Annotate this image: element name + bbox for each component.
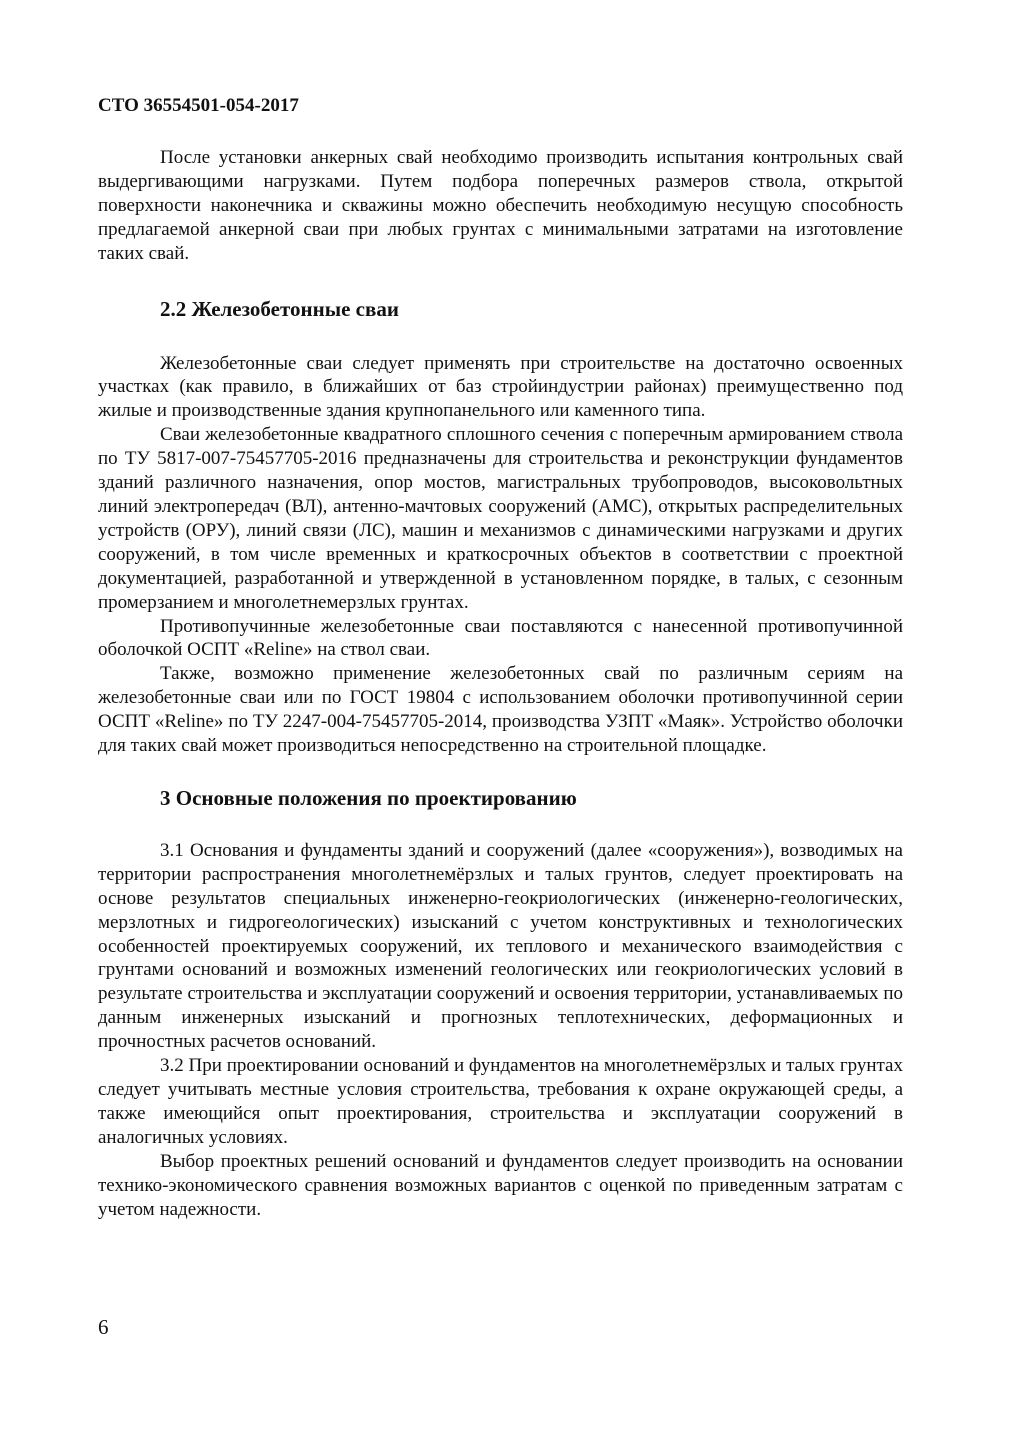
- paragraph-3-2: 3.2 При проектировании оснований и фундаментов на многолетнемёрзлых и талых грунтах следует учитывать местные условия строительства, требования к охране окружающей среды, а также имеющийся опыт проектирования, строительства и эксплуатации сооружений в аналогичных условиях.: [98, 1055, 903, 1148]
- paragraph-intro: После установки анкерных свай необходимо производить испытания контрольных свай выдергивающими нагрузками. Путем подбора поперечных размеров ствола, открытой поверхности наконечника и скважины можно обеспечить необходимую несущую способность предлагаемой анкерной сваи при любых грунтах с минимальными затратами на изготовление таких свай.: [98, 147, 903, 264]
- paragraph-3-3: Выбор проектных решений оснований и фундаментов следует производить на основании технико-экономического сравнения возможных вариантов с оценкой по приведенным затратам с учетом надежности.: [98, 1150, 903, 1220]
- document-body: [98, 146, 903, 1221]
- page-number: 6: [98, 1315, 109, 1339]
- section-heading-2-2: 2.2 Железобетонные сваи: [160, 296, 399, 321]
- paragraph-2-2-1: Железобетонные сваи следует применять при строительстве на достаточно освоенных участках (как правило, в ближайших от баз стройиндустрии районах) преимущественно под жилые и производственные здания крупнопанельного или каменного типа.: [98, 352, 903, 422]
- paragraph-3-1: 3.1 Основания и фундаменты зданий и сооружений (далее «сооружения»), возводимых на территории распространения многолетнемёрзлых и талых грунтов, следует проектировать на основе результатов специальных инженерно-геокриологических (инженерно-геологических, мерзлотных и гидрогеологических) изысканий с учетом конструктивных и технологических особенностей проектируемых сооружений, их теплового и механического взаимодействия с грунтами оснований и возможных изменений геологических или геокриологических условий в результате строительства и эксплуатации сооружений и освоения территории, устанавливаемых по данным инженерных изысканий и прогнозных теплотехнических, деформационных и прочностных расчетов оснований.: [98, 839, 903, 1053]
- document-code-header: СТО 36554501-054-2017: [98, 95, 299, 116]
- section-heading-3: 3 Основные положения по проектированию: [160, 785, 577, 810]
- paragraph-2-2-2: Сваи железобетонные квадратного сплошного сечения с поперечным армированием ствола по ТУ 5817-007-75457705-2016 предназначены для строительства и реконструкции фундаментов зданий различного назначения, опор мостов, магистральных трубопроводов, высоковольтных линий электропередач (ВЛ), антенно-мачтовых сооружений (АМС), открытых распределительных устройств (ОРУ), линий связи (ЛС), машин и механизмов с динамическими нагрузками и других сооружений, в том числе временных и краткосрочных объектов в соответствии с проектной документацией, разработанной и утвержденной в установленном порядке, в талых, с сезонным промерзанием и многолетнемерзлых грунтах.: [98, 424, 903, 613]
- paragraph-2-2-4: Также, возможно применение железобетонных свай по различным сериям на железобетонные сваи или по ГОСТ 19804 с использованием оболочки противопучинной серии ОСПТ «Reline» по ТУ 2247-004-75457705-2014, производства УЗПТ «Маяк». Устройство оболочки для таких свай может производиться непосредственно на строительной площадке.: [98, 663, 903, 757]
- paragraph-2-2-3: Противопучинные железобетонные сваи поставляются с нанесенной противопучинной оболочкой ОСПТ «Reline» на ствол сваи.: [98, 615, 903, 661]
